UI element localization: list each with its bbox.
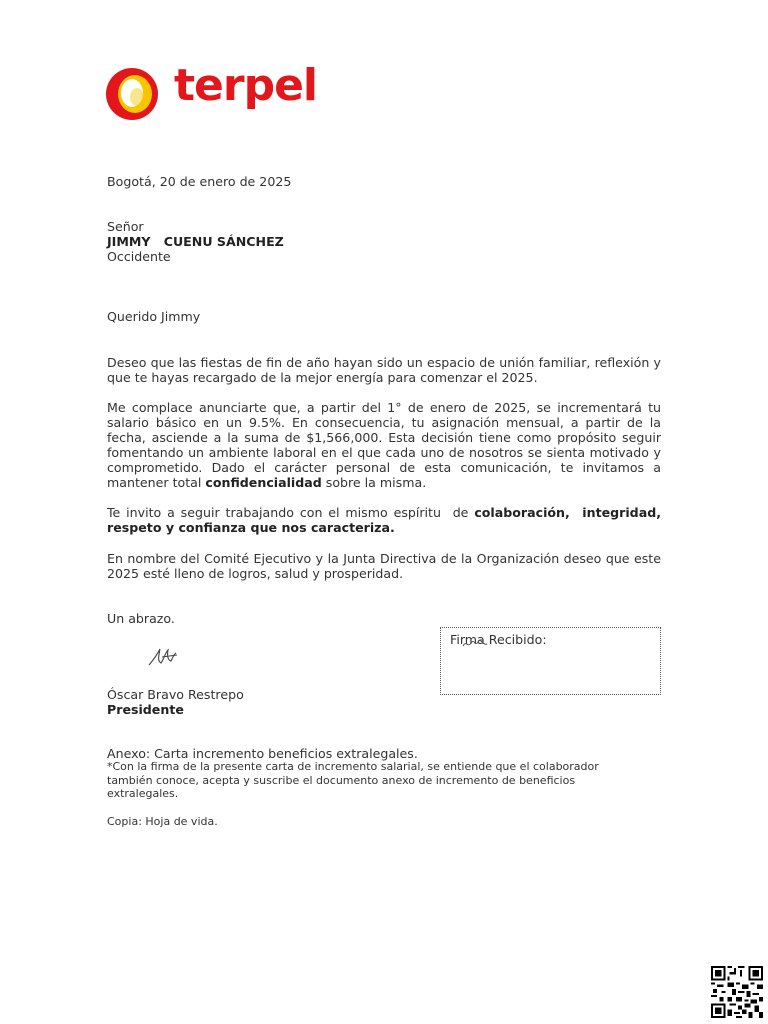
annex-title: Anexo: Carta incremento beneficios extralegales.	[107, 746, 418, 761]
receipt-scribble-icon	[462, 638, 488, 650]
signature-mark-icon	[146, 645, 180, 669]
recipient-region: Occidente	[107, 249, 171, 264]
signer-title: Presidente	[107, 702, 184, 717]
annex-note: *Con la firma de la presente carta de incremento salarial, se entiende que el colaborador también conoce, acepta y suscribe el documento anexo de incremento de beneficios extralegales.	[107, 760, 599, 800]
letter-date: Bogotá, 20 de enero de 2025	[107, 174, 292, 189]
paragraph-3	[107, 505, 666, 535]
closing: Un abrazo.	[107, 611, 175, 626]
receipt-label: Firma Recibido:	[450, 632, 547, 647]
copy-note: Copia: Hoja de vida.	[107, 815, 218, 828]
paragraph-4: En nombre del Comité Ejecutivo y la Junta Directiva de la Organización deseo que este 2025 esté lleno de logros, salud y prosperidad.	[107, 551, 661, 581]
paragraph-2-end: sobre la misma.	[321, 475, 427, 490]
paragraph-3-text: Te invito a seguir trabajando con el mismo espíritu de	[107, 505, 475, 520]
qr-code-icon	[711, 966, 763, 1018]
paragraph-3-bold: colaboración, integridad, respeto y confianza que nos caracteriza.	[107, 505, 666, 535]
recipient-name: JIMMY CUENU SÁNCHEZ	[107, 234, 284, 249]
terpel-logo-icon	[106, 66, 162, 122]
logo-wordmark: terpel	[174, 60, 317, 111]
recipient-salutation: Señor	[107, 219, 144, 234]
paragraph-2-text: Me complace anunciarte que, a partir del 1° de enero de 2025, se incrementará tu salario básico en un 9.5%. En consecuencia, tu asignación mensual, a partir de la fecha, asciende a la suma de $1,566,000. Esta decisión tiene como propósito seguir fomentando un ambiente laboral en el que cada uno de nosotros se sienta motivado y comprometido. Dado el carácter personal de esta comunicación, te invitamos a mantener total	[107, 400, 661, 490]
paragraph-2-bold: confidencialidad	[205, 475, 322, 490]
paragraph-1: Deseo que las fiestas de fin de año hayan sido un espacio de unión familiar, reflexión y que te hayas recargado de la mejor energía para comenzar el 2025.	[107, 355, 661, 385]
greeting: Querido Jimmy	[107, 309, 201, 324]
signer-name: Óscar Bravo Restrepo	[107, 687, 244, 702]
terpel-logo	[106, 60, 317, 124]
paragraph-2	[107, 400, 661, 490]
